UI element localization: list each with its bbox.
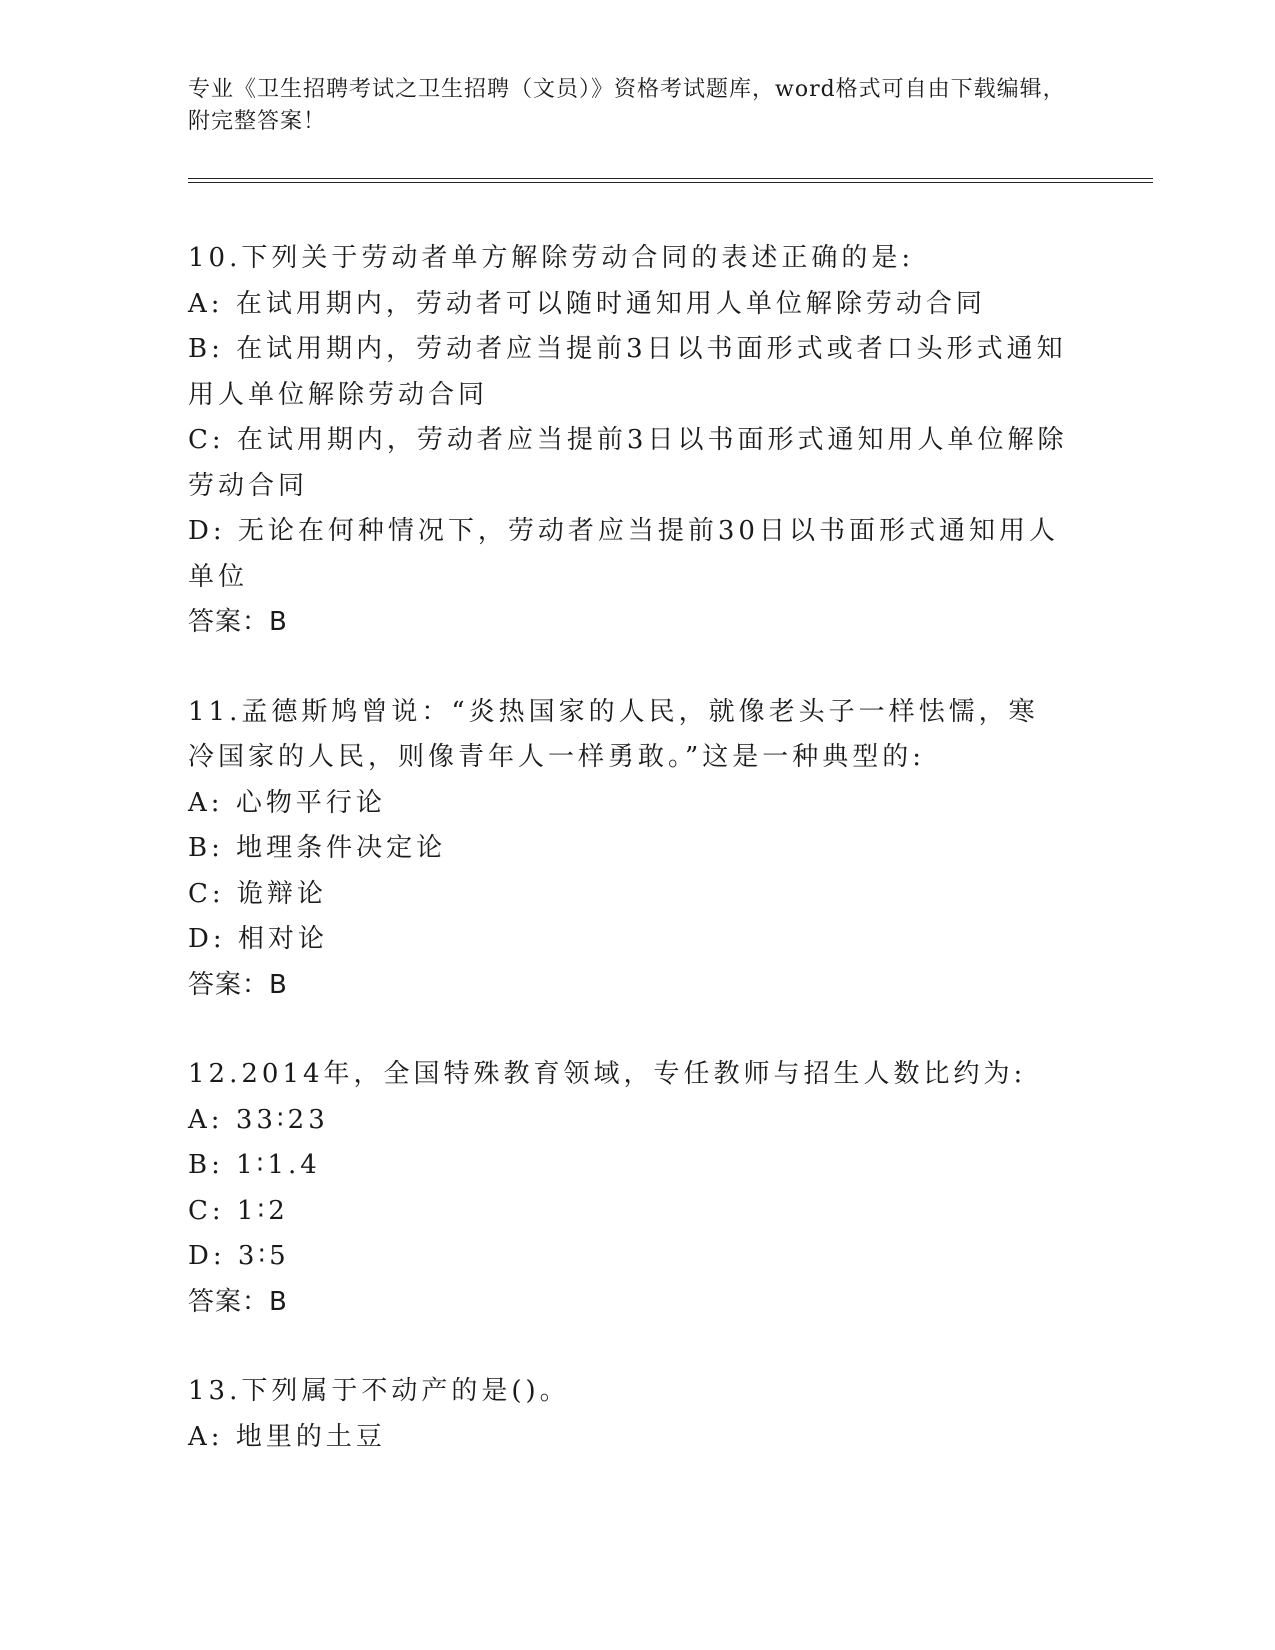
option-b	[188, 826, 1068, 872]
option-text: 33∶23	[235, 1104, 329, 1135]
header-divider	[188, 178, 1153, 183]
answer-line: 答案：B	[188, 969, 288, 1000]
option-text: 诡辩论	[236, 878, 327, 909]
question-11	[188, 690, 1068, 1009]
option-key: A:	[188, 288, 224, 319]
question-stem	[188, 1369, 1068, 1415]
option-key: B:	[188, 334, 224, 364]
question-list	[188, 236, 1068, 1504]
option-b	[188, 327, 1068, 418]
answer-line: 答案：B	[188, 1286, 288, 1317]
option-text: 1∶1.4	[236, 1150, 321, 1180]
option-key: D:	[188, 1241, 226, 1271]
option-text: 地里的土豆	[235, 1421, 386, 1452]
option-key: D:	[188, 924, 226, 954]
answer-line: 答案：B	[188, 607, 288, 637]
option-text: 在试用期内，劳动者应当提前3日以书面形式或者口头形式通知用人单位解除劳动合同	[188, 334, 1067, 410]
question-text: 2014年，全国特殊教育领域，专任教师与招生人数比约为:	[241, 1059, 1027, 1089]
question-stem	[188, 1052, 1068, 1098]
option-c	[188, 1189, 1068, 1235]
question-13	[188, 1369, 1068, 1460]
option-key: B:	[188, 833, 224, 863]
question-number: 13.	[188, 1376, 242, 1406]
option-key: D:	[188, 516, 226, 546]
option-text: 在试用期内，劳动者可以随时通知用人单位解除劳动合同	[235, 288, 986, 319]
option-c	[188, 418, 1068, 509]
option-d	[188, 917, 1068, 963]
question-number: 11.	[188, 696, 242, 727]
option-text: 相对论	[237, 924, 328, 954]
option-b	[188, 1143, 1068, 1189]
question-number: 12.	[188, 1059, 242, 1089]
question-text: 孟德斯鸠曾说：“炎热国家的人民，就像老头子一样怯懦，寒冷国家的人民，则像青年人一样勇敢。”这是一种典型的:	[188, 696, 1039, 772]
option-text: 1∶2	[236, 1195, 289, 1226]
option-d	[188, 509, 1068, 600]
option-text: 心物平行论	[235, 787, 386, 818]
option-key: A:	[188, 1421, 224, 1452]
option-a	[188, 282, 1068, 328]
question-10	[188, 236, 1068, 646]
option-text: 地理条件决定论	[236, 833, 447, 863]
question-text: 下列关于劳动者单方解除劳动合同的表述正确的是:	[241, 243, 915, 273]
option-d	[188, 1234, 1068, 1280]
option-text: 无论在何种情况下，劳动者应当提前30日以书面形式通知用人单位	[188, 516, 1059, 592]
option-c	[188, 872, 1068, 918]
question-stem	[188, 236, 1068, 282]
question-number: 10.	[188, 243, 242, 273]
option-text: 3∶5	[237, 1241, 290, 1271]
option-key: B:	[188, 1150, 224, 1180]
option-key: A:	[188, 1104, 224, 1135]
document-header: 专业《卫生招聘考试之卫生招聘（文员）》资格考试题库，word格式可自由下载编辑，附完整答案！	[188, 77, 1066, 134]
question-stem	[188, 690, 1068, 781]
option-key: C:	[188, 878, 225, 909]
option-key: C:	[188, 425, 225, 455]
option-text: 在试用期内，劳动者应当提前3日以书面形式通知用人单位解除劳动合同	[188, 425, 1068, 501]
option-a	[188, 781, 1068, 827]
option-a	[188, 1415, 1068, 1461]
option-key: C:	[188, 1195, 225, 1226]
option-key: A:	[188, 787, 224, 818]
question-text: 下列属于不动产的是()。	[241, 1376, 570, 1406]
option-a	[188, 1098, 1068, 1144]
question-12	[188, 1052, 1068, 1325]
